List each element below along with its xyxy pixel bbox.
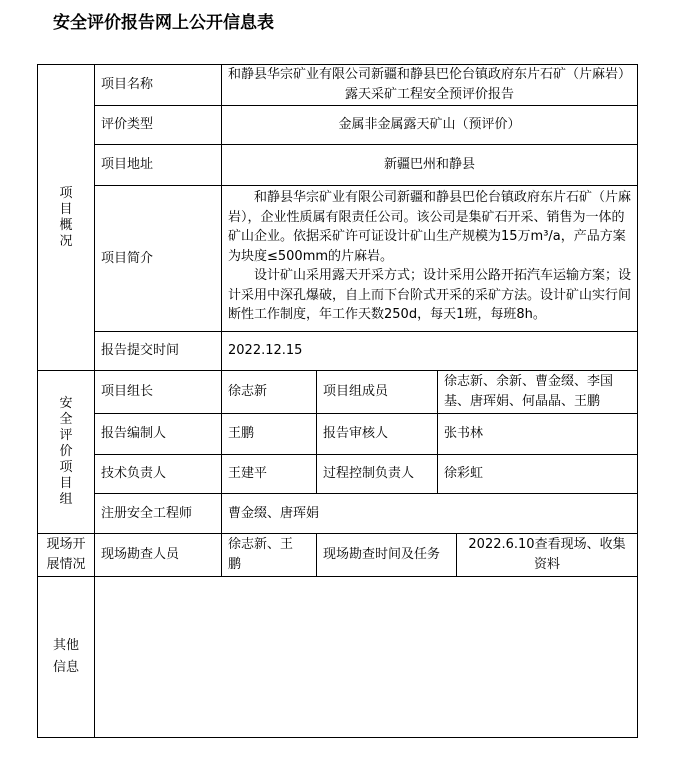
leader-label: 项目组长 — [94, 370, 222, 414]
section-other-label: 其他信息 — [37, 576, 95, 738]
intro-paragraph-2: 设计矿山采用露天开采方式；设计采用公路开拓汽车运输方案；设计采用中深孔爆破，自上而下台阶式开采的采矿方法。设计矿山实行间断性工作制度，年工作天数250d，每天1班，每班8h。 — [228, 268, 632, 322]
editor-label: 报告编制人 — [94, 413, 222, 455]
engineer-value: 曹金缀、唐珲娟 — [221, 493, 638, 534]
intro-paragraph-1: 和静县华宗矿业有限公司新疆和静县巴伦台镇政府东片石矿（片麻岩），企业性质属有限责任公司。该公司是集矿石开采、销售为一体的矿山企业。依据采矿许可证设计矿山生产规模为15万m³/a，产品方案为块度≤500mm的片麻岩。 — [228, 190, 632, 264]
leader-value: 徐志新 — [221, 370, 317, 414]
tech-lead-label: 技术负责人 — [94, 454, 222, 494]
reviewer-label: 报告审核人 — [316, 413, 438, 455]
survey-staff-value: 徐志新、王鹏 — [221, 533, 317, 577]
eval-type-value: 金属非金属露天矿山（预评价） — [221, 105, 638, 145]
members-label: 项目组成员 — [316, 370, 438, 414]
eval-type-label: 评价类型 — [94, 105, 222, 145]
submit-time-value: 2022.12.15 — [221, 331, 638, 371]
survey-staff-label: 现场勘查人员 — [94, 533, 222, 577]
tech-lead-value: 王建平 — [221, 454, 317, 494]
process-lead-label: 过程控制负责人 — [316, 454, 438, 494]
intro-label: 项目简介 — [94, 185, 222, 332]
survey-time-label: 现场勘查时间及任务 — [316, 533, 457, 577]
intro-value — [221, 185, 638, 332]
editor-value: 王鹏 — [221, 413, 317, 455]
project-name-value: 和静县华宗矿业有限公司新疆和静县巴伦台镇政府东片石矿（片麻岩）露天采矿工程安全预评价报告 — [221, 64, 638, 106]
project-name-label: 项目名称 — [94, 64, 222, 106]
survey-time-value: 2022.6.10查看现场、收集资料 — [456, 533, 638, 577]
section-field-label: 现场开展情况 — [37, 533, 95, 577]
other-info-value — [94, 576, 638, 738]
page-title: 安全评价报告网上公开信息表 — [53, 13, 274, 33]
section-team-label: 安全评价项目组 — [37, 370, 95, 534]
members-value: 徐志新、余新、曹金缀、李国基、唐珲娟、何晶晶、王鹏 — [437, 370, 638, 414]
address-label: 项目地址 — [94, 144, 222, 186]
section-overview-label: 项目概况 — [37, 64, 95, 371]
submit-time-label: 报告提交时间 — [94, 331, 222, 371]
reviewer-value: 张书林 — [437, 413, 638, 455]
engineer-label: 注册安全工程师 — [94, 493, 222, 534]
address-value: 新疆巴州和静县 — [221, 144, 638, 186]
process-lead-value: 徐彩虹 — [437, 454, 638, 494]
